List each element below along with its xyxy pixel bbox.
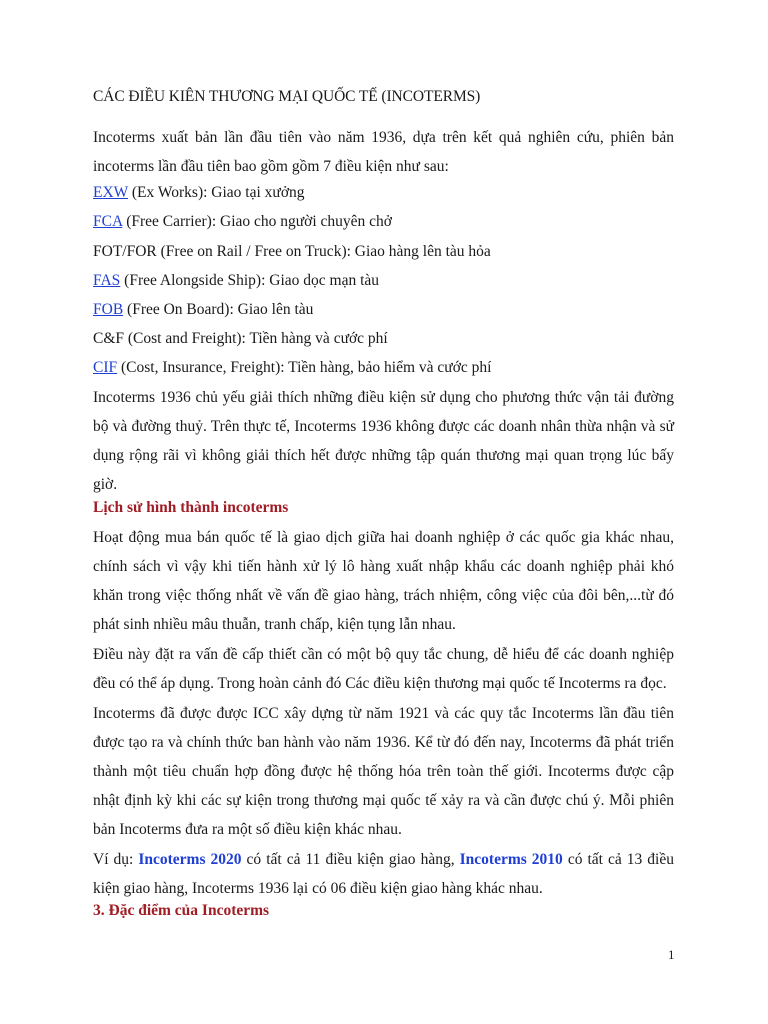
term-item-fas	[93, 270, 379, 292]
incoterms-1936-paragraph: Incoterms 1936 chủ yếu giải thích những điều kiện sử dụng cho phương thức vận tải đường bộ và đường thuỷ. Trên thực tế, Incoterms 1936 không được các doanh nhân thừa nhận và sử dụng rộng rãi vì không giải thích hết được những tập quán thương mại quan trọng lúc bấy giờ.	[93, 389, 674, 493]
history-paragraph-1: Hoạt động mua bán quốc tế là giao dịch giữa hai doanh nghiệp ở các quốc gia khác nhau, chính sách vì vậy khi tiến hành xử lý lô hàng xuất nhập khẩu các doanh nghiệp phải khó khăn trong việc thống nhất về vấn đề giao hàng, trách nhiệm, công việc của đôi bên,...từ đó phát sinh nhiều mâu thuẫn, tranh chấp, kiện tụng lẫn nhau.	[93, 529, 674, 633]
history-heading: Lịch sử hình thành incoterms	[93, 499, 289, 516]
term-desc-fca: (Free Carrier): Giao cho người chuyên chở	[122, 213, 392, 230]
example-prefix: Ví dụ:	[93, 851, 139, 868]
term-item-c-and-f	[93, 328, 388, 350]
page-number: 1	[668, 947, 675, 962]
term-code-fot-for: FOT/FOR	[93, 243, 157, 260]
history-paragraph-3: Incoterms đã được được ICC xây dựng từ năm 1921 và các quy tắc Incoterms lần đầu tiên được tạo ra và chính thức ban hành vào năm 1936. Kể từ đó đến nay, Incoterms đã phát triển thành một tiêu chuẩn hợp đồng được hệ thống hóa trên toàn thế giới. Incoterms được cập nhật định kỳ khi các sự kiện trong thương mại quốc tế xảy ra và cần được chú ý. Mỗi phiên bản Incoterms đưa ra một số điều kiện khác nhau.	[93, 705, 674, 838]
intro-paragraph: Incoterms xuất bản lần đầu tiên vào năm 1936, dựa trên kết quả nghiên cứu, phiên bản incoterms lần đầu tiên bao gồm gồm 7 điều kiện như sau:	[93, 129, 674, 175]
term-item-exw	[93, 182, 305, 204]
term-link-fca[interactable]: FCA	[93, 213, 123, 230]
term-link-exw[interactable]: EXW	[93, 184, 129, 201]
term-link-fas[interactable]: FAS	[93, 272, 121, 289]
term-desc-fas: (Free Alongside Ship): Giao dọc mạn tàu	[120, 272, 380, 289]
term-desc-cif: (Cost, Insurance, Freight): Tiền hàng, bảo hiểm và cước phí	[117, 359, 492, 376]
incoterms-2010-term: Incoterms 2010	[459, 851, 563, 868]
term-item-fot-for	[93, 241, 491, 263]
term-item-fca	[93, 211, 392, 233]
term-desc-c-and-f: (Cost and Freight): Tiền hàng và cước phí	[124, 330, 388, 347]
term-code-c-and-f: C&F	[93, 330, 125, 347]
history-paragraph-2: Điều này đặt ra vấn đề cấp thiết cần có một bộ quy tắc chung, dễ hiểu để các doanh nghiệp đều có thể áp dụng. Trong hoàn cảnh đó Các điều kiện thương mại quốc tế Incoterms ra đọc.	[93, 646, 674, 692]
term-item-fob	[93, 299, 313, 321]
term-desc-fob: (Free On Board): Giao lên tàu	[123, 301, 314, 318]
term-desc-fot-for: (Free on Rail / Free on Truck): Giao hàng lên tàu hỏa	[156, 243, 491, 260]
example-paragraph	[93, 845, 674, 903]
term-item-cif	[93, 357, 491, 379]
term-desc-exw: (Ex Works): Giao tại xưởng	[128, 184, 305, 201]
document-title: CÁC ĐIỀU KIÊN THƯƠNG MẠI QUỐC TẾ (INCOTERMS)	[93, 88, 481, 105]
example-mid: có tất cả 11 điều kiện giao hàng,	[241, 851, 460, 868]
section-3-heading: 3. Đặc điểm của Incoterms	[93, 902, 270, 919]
term-link-cif[interactable]: CIF	[93, 359, 118, 376]
incoterms-2020-term: Incoterms 2020	[138, 851, 242, 868]
example-suffix: có tất cả 13 điều kiện giao hàng, Incoterms 1936 lại có 06 điều kiện giao hàng khác nhau.	[93, 851, 674, 897]
term-link-fob[interactable]: FOB	[93, 301, 124, 318]
